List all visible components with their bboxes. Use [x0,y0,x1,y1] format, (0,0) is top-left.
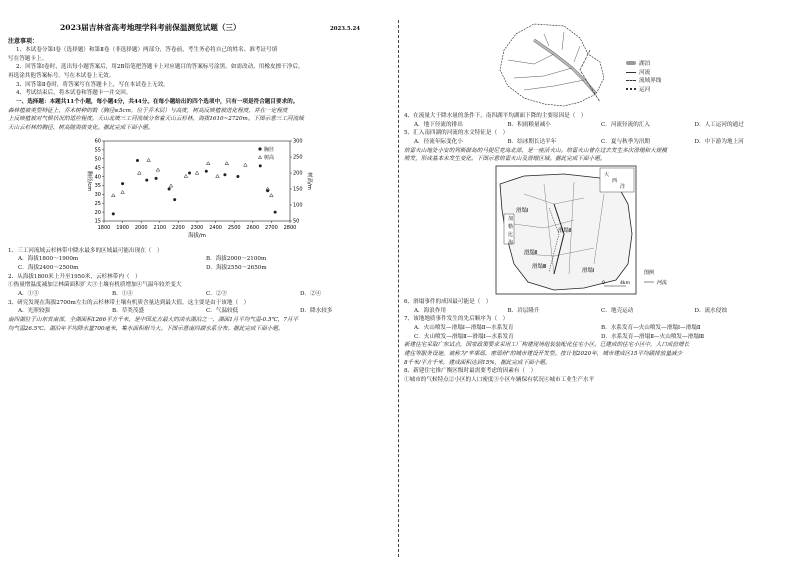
legend-river: 河流 [657,279,668,286]
question-stem: 8、新建住宅推广衡区级时最需要考虑的因素有（ ） [404,368,537,375]
answer-option[interactable]: A．光照较强 [18,308,51,315]
passage-line: 建住等服务设施，被称为"苹果瑶、密瑶州"的城市建设开发型。按计划2020年，城市建成区15平均碳排放量减少 [404,350,683,357]
landslide-label: 滑塌Ⅰ [516,207,529,214]
legend-circle-icon [258,147,261,150]
question-sub: ①热量增温度减加②林菌面积扩大③土壤有机质增加④气温年较差变大 [8,282,182,289]
y-right-tick-label: 150 [293,186,303,193]
answer-option[interactable]: B．海拔2000～2100m [206,256,267,263]
legend-canal: 运河 [626,86,661,95]
y-left-tick-label: 50 [94,156,101,163]
data-point-diameter [136,159,139,162]
question-sub: ①城市的气候特点②小区的人口密度③小区车辆保有状况④城市工业生产水平 [404,376,595,383]
passage-line: 均气温26.5℃。湖泊年平均降水量700毫米，集水面积相当大。下图示意南四湖水系分布。据此完成下面小题。 [8,325,284,332]
data-point-diameter [168,187,171,190]
data-point-height [195,171,199,174]
data-point-height [206,161,210,164]
x-tick-label: 2000 [134,224,148,231]
answer-option[interactable]: B．水系发育—火山喷发—滑塌Ⅰ—滑塌Ⅱ [601,324,701,331]
data-point-height [184,174,188,177]
y-left-tick-label: 60 [94,138,101,145]
answer-option[interactable]: C．夏与秋季为汛期 [601,138,651,145]
x-tick-label: 2100 [153,224,167,231]
question-stem: 5、汇入南四湖的河流的水文特征是（ ） [404,130,509,137]
x-tick-label: 2800 [283,224,297,231]
scale-label: 0 [602,280,605,286]
y-right-tick-label: 200 [293,170,303,177]
svg-text:比: 比 [508,231,514,238]
legend-boundary: 流域界线 [626,77,661,86]
exam-date: 2023.5.24 [329,26,360,32]
left-column [8,20,394,333]
svg-text:海: 海 [508,239,514,246]
y-right-tick-label: 50 [293,218,300,225]
legend-river: 河流 [626,69,661,78]
data-point-diameter [236,175,239,178]
legend-label: 树高 [264,154,275,161]
notice-item: 一、选择题：本题共11个小题，每小题4分，共44分。在每小题给出的四个选项中，只有一项是符合题目要求的。 [16,99,299,105]
legend-triangle-icon [258,155,261,158]
answer-option[interactable]: C．地壳运动 [601,307,634,314]
answer-option[interactable]: B．结冰期长达半年 [507,138,557,145]
landslide-label: 滑塌Ⅱ [524,249,538,256]
data-point-diameter [145,178,148,181]
right-column [404,20,788,385]
data-point-height [147,158,151,161]
y-left-tick-label: 15 [94,218,101,225]
svg-text:西: 西 [612,177,618,184]
data-point-diameter [121,182,124,185]
answer-option[interactable]: D．流水侵蚀 [694,307,727,314]
page-title: 2023届吉林省高考地理学科考前保温测览试题（三） [60,23,241,32]
question-stem: 7、该地地质事件发生的先后顺序为（ ） [404,316,509,323]
x-tick-label: 2700 [265,224,278,231]
boundary-swatch-icon [626,80,636,81]
map-legend [626,60,661,95]
legend-label: 胸径 [264,146,275,153]
answer-option[interactable]: A．①③ [18,290,39,297]
passage-line: 天山云杉林的胸径、树高随海拔变化。据此完成下面小题。 [8,124,154,131]
answer-option[interactable]: A．海浪作用 [414,307,447,314]
data-point-height [121,190,125,193]
answer-option[interactable]: C．②③ [206,290,228,297]
y-left-tick-label: 30 [94,191,101,198]
answer-option[interactable]: A．地下径流的排出 [414,121,463,128]
plot-frame [104,141,290,221]
svg-text:勒: 勒 [508,223,514,230]
y-right-axis-label: 树高/m [306,171,312,190]
scale-label: 4km [620,280,631,286]
answer-options [8,307,394,316]
answer-option[interactable]: D．中下游为地上河 [694,138,744,145]
y-right-tick-label: 100 [293,202,303,209]
scatter-chart [8,135,394,245]
notice-item: 1、本试卷分第Ⅰ卷（选择题）和第Ⅱ卷（非选择题）两部分，答卷前，考生务必将自己的姓名、准考证号填 [16,47,278,54]
x-tick-label: 2200 [172,224,185,231]
answer-option[interactable]: A．海拔1800～1900m [18,256,79,263]
answer-option[interactable]: B．岩层隆升 [507,307,540,314]
question-stem: 4、在流量大于降水量的条件下，南四湖平均湖面下降的主要原因是（ ） [404,113,587,119]
lake-swatch-icon [626,61,636,65]
data-point-height [225,161,229,164]
notice-item: 4、考试结束后，将本试卷和答题卡一并交回。 [16,90,132,97]
title-row [60,22,360,34]
data-point-height [112,193,116,196]
x-tick-label: 2400 [209,224,222,231]
answer-option[interactable]: C．海拔2400～2500m [18,264,79,271]
answer-options [8,290,394,299]
x-tick-label: 1800 [97,224,111,231]
legend-title: 图例 [644,269,655,276]
data-point-diameter [188,171,191,174]
question-stem: 2、从海拔1800米上升至1950米，云杉林带内（ ） [8,273,141,280]
passage-line: 森林植被类型特征上，乔木树种的数（胸径≥5cm，位于乔木层）与高度，树高反映植被进化程度，并在一定程度 [8,107,288,114]
data-point-diameter [205,169,208,172]
data-point-diameter [223,173,226,176]
y-right-tick-label: 300 [293,138,303,145]
answer-option[interactable]: C．河流径流的汇入 [601,121,651,128]
question-stem: 6、滑塌事件的成因最可能是（ ） [404,298,492,305]
volcano-map-svg [404,164,788,298]
y-left-tick-label: 35 [94,182,101,189]
landslide-label: 滑塌Ⅰ [582,267,595,274]
data-point-height [216,174,220,177]
volcano-map [404,164,788,298]
y-left-tick-label: 20 [94,209,101,216]
landslide-label: 滑塌Ⅲ [532,263,547,270]
answer-option[interactable]: A．火山喷发—滑塌Ⅰ—滑塌Ⅱ—水系发育 [414,324,514,331]
question-stem: 1、三工河流域云杉林带中降水最多的区域最可能出现在（ ） [8,247,163,254]
answer-option[interactable]: D．海拔2550～2650m [206,264,267,271]
notice-item: 再选涂其他答案标号。写在本试卷上无效。 [8,73,115,80]
notice-item: 3、回答第Ⅱ卷时，将答案写在答题卡上，写在本试卷上无效。 [16,81,169,88]
passage-line: 新建住宅采取广东试点，国家政策要求采用工厂构建现场组装装配化住宅小区。已建成的住宅小区中，人口成倍增长 [404,342,690,349]
data-point-height [169,184,173,187]
answer-options [8,255,394,272]
svg-text:洋: 洋 [620,183,626,190]
y-left-tick-label: 40 [94,173,101,180]
answer-option[interactable]: D．水系发育—滑塌Ⅱ—火山喷发—滑塌Ⅲ [601,333,705,340]
passage-line: 南四湖位于山东省南部，全湖面积1266平方千米，是中国北方最大的淡水湖泊之一，湖面1月平均气温-0.5℃，7月平 [8,316,299,323]
data-point-diameter [155,176,158,179]
data-point-diameter [259,164,262,167]
y-left-tick-label: 45 [94,164,101,171]
data-point-height [138,171,142,174]
lake-map-svg [404,20,788,112]
notice-heading: 注意事项： [8,37,39,45]
canal-swatch-icon [626,88,636,90]
answer-options [404,138,788,147]
data-point-height [270,193,274,196]
answer-options [404,324,788,341]
y-left-tick-label: 25 [94,200,101,207]
notice-item: 2、回答第Ⅰ卷时，选出每小题答案后，用2B铅笔把答题卡上对应题目的答案标号涂黑。如需改动，用橡皮擦干净后， [16,64,304,71]
data-point-diameter [173,198,176,201]
x-tick-label: 2500 [227,224,241,231]
data-point-diameter [112,212,115,215]
column-divider [398,20,399,557]
passage-line: 喷发，形成基本未发生变化。下图示意培雷火山及滑塌区域。据此完成下面小题。 [404,156,606,163]
data-point-height [244,163,248,166]
legend-lake: 湖泊 [626,60,661,69]
x-tick-label: 1900 [116,224,129,231]
chart-svg [8,135,394,245]
x-tick-label: 2300 [190,224,204,231]
passage-line: 培雷火山地处小安的列斯群岛的马提尼克岛北部，是一座活火山。培雷火山曾在过去发生多次滑塌和大规模 [404,147,667,154]
y-left-tick-label: 55 [94,147,101,154]
answer-option[interactable]: D．人工运河的通过 [694,121,744,128]
river-swatch-icon [626,72,636,73]
answer-option[interactable]: B．积雨粮量减小 [507,121,551,128]
data-point-diameter [266,189,269,192]
x-tick-label: 2600 [246,224,260,231]
answer-option[interactable]: A．径流年际变化小 [414,138,463,145]
notice-item: 写在答题卡上。 [8,55,48,62]
data-point-height [156,168,160,171]
lake-map [404,20,788,112]
sea-label: 加 [508,215,514,222]
x-axis-label: 海拔/m [188,232,206,239]
answer-option[interactable]: D．降水较多 [300,308,333,315]
question-stem: 3、研究发现在海拔2700m左右的云杉林带土壤有机质含量达到最大值。这主要是由于该地（ ） [8,299,250,306]
answer-option[interactable]: C．火山喷发—滑塌Ⅱ—滑塌Ⅰ—水系发育 [414,333,514,340]
landslide-label: 滑塌Ⅱ [558,227,572,234]
y-left-axis-label: 胸径/cm [86,170,92,192]
answer-option[interactable]: B．草类茂盛 [112,308,145,315]
ocean-label: 大 [604,171,610,178]
passage-line: 8千米/平方千米，建成面积达到15%，据此完成下面小题。 [404,359,551,366]
answer-option[interactable]: C．气温较低 [206,308,239,315]
data-point-diameter [274,210,277,213]
y-right-tick-label: 250 [293,154,303,161]
answer-options [404,307,788,316]
answer-options [404,121,788,130]
answer-option[interactable]: B．①④ [112,290,133,297]
passage-line: 上反映植被对气候状况的适应程度。天山北坡三工河流域分布着天山云杉林，海拔1610~2720m。下图示意三工河流域 [8,116,304,123]
answer-option[interactable]: D．②④ [300,290,322,297]
